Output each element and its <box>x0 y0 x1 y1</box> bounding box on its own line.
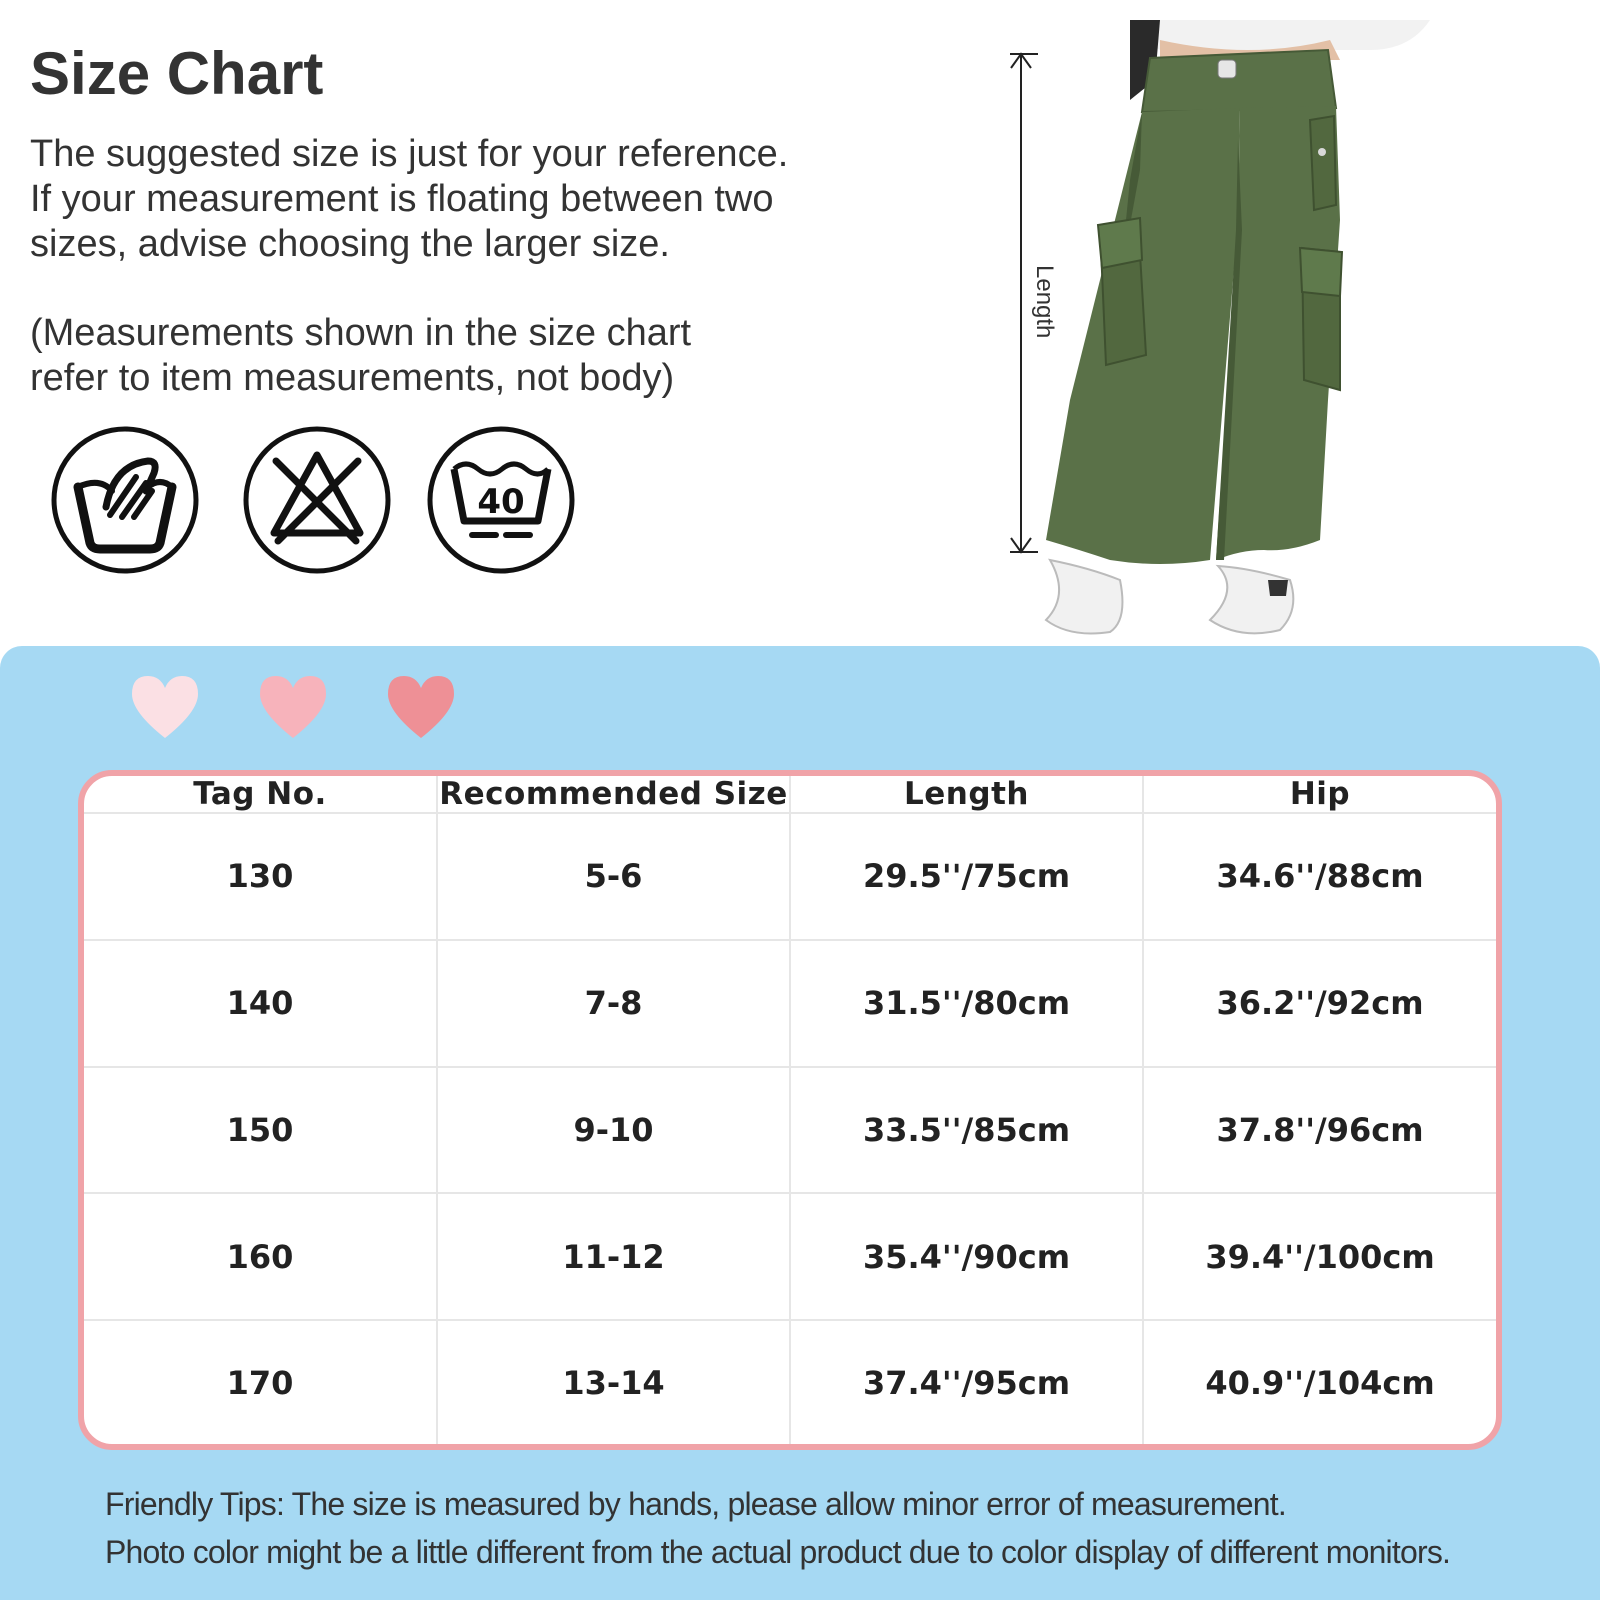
cell-tag-no: 130 <box>84 813 437 940</box>
size-table <box>84 776 1496 1444</box>
tip-line: Photo color might be a little different from the actual product due to color display of different monitors. <box>105 1534 1451 1570</box>
cell-length: 35.4''/90cm <box>790 1193 1143 1320</box>
hand-wash-icon <box>50 425 200 575</box>
description-line: sizes, advise choosing the larger size. <box>30 223 670 265</box>
cell-recommended-size: 7-8 <box>437 940 790 1067</box>
header-length: Length <box>790 776 1143 813</box>
table-header-row <box>84 776 1496 813</box>
cell-tag-no: 160 <box>84 1193 437 1320</box>
cell-length: 37.4''/95cm <box>790 1320 1143 1444</box>
description <box>30 132 910 401</box>
cell-tag-no: 150 <box>84 1067 437 1194</box>
cell-recommended-size: 5-6 <box>437 813 790 940</box>
cell-length: 31.5''/80cm <box>790 940 1143 1067</box>
measurement-note-line: refer to item measurements, not body) <box>30 357 675 399</box>
friendly-tips <box>105 1480 1565 1576</box>
cell-recommended-size: 9-10 <box>437 1067 790 1194</box>
cell-tag-no: 170 <box>84 1320 437 1444</box>
table-row <box>84 940 1496 1067</box>
heart-icon <box>128 672 202 740</box>
table-row <box>84 1320 1496 1444</box>
size-chart-title: Size Chart <box>30 40 324 107</box>
table-row <box>84 1067 1496 1194</box>
cell-length: 33.5''/85cm <box>790 1067 1143 1194</box>
cell-recommended-size: 11-12 <box>437 1193 790 1320</box>
cell-tag-no: 140 <box>84 940 437 1067</box>
table-row <box>84 813 1496 940</box>
tip-line: Friendly Tips: The size is measured by hands, please allow minor error of measurement. <box>105 1486 1286 1522</box>
length-measure-label: Length <box>1031 265 1058 339</box>
cell-recommended-size: 13-14 <box>437 1320 790 1444</box>
cell-hip: 36.2''/92cm <box>1143 940 1496 1067</box>
header-hip: Hip <box>1143 776 1496 813</box>
description-line: If your measurement is floating between two <box>30 178 774 220</box>
table-row <box>84 1193 1496 1320</box>
wash-temperature: 40 <box>477 482 525 522</box>
size-table-frame <box>78 770 1502 1450</box>
cargo-pants-photo <box>1010 20 1470 640</box>
do-not-bleach-icon <box>242 425 392 575</box>
header-recommended-size: Recommended Size <box>437 776 790 813</box>
cell-hip: 37.8''/96cm <box>1143 1067 1496 1194</box>
machine-wash-40-icon <box>426 425 576 575</box>
header-tag-no: Tag No. <box>84 776 437 813</box>
measurement-note-line: (Measurements shown in the size chart <box>30 312 692 354</box>
heart-icon <box>384 672 458 740</box>
cell-hip: 34.6''/88cm <box>1143 813 1496 940</box>
cell-hip: 40.9''/104cm <box>1205 1363 1435 1402</box>
cell-length: 29.5''/75cm <box>790 813 1143 940</box>
heart-icon <box>256 672 330 740</box>
description-line: The suggested size is just for your reference. <box>30 133 789 175</box>
cell-hip: 39.4''/100cm <box>1143 1193 1496 1320</box>
